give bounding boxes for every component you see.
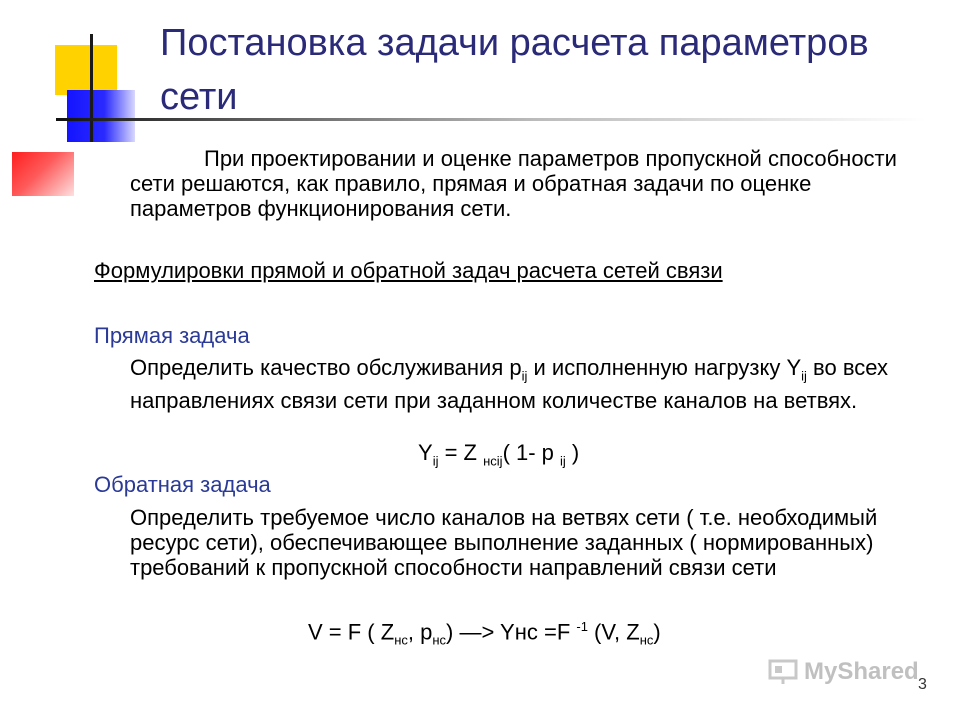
section-heading: Формулировки прямой и обратной задач расчета сетей связи bbox=[94, 258, 723, 283]
direct-task-label: Прямая задача bbox=[94, 323, 250, 348]
slide-title: Постановка задачи расчета параметров сети bbox=[160, 22, 869, 118]
intro-paragraph: При проектировании и оценке параметров пропускной способности сети решаются, как правило, прямая и обратная задачи по оценке параметров функционирования сети. bbox=[130, 146, 897, 221]
formula-direct: $Y_{ij} = Z$ $_{нсij}$( 1- p $_{ij}$ ) bbox=[418, 440, 580, 469]
decor-yellow-square bbox=[55, 45, 117, 95]
page-number: 3 bbox=[918, 676, 927, 693]
inverse-task-text: Определить требуемое число каналов на ветвях сети ( т.е. необходимый ресурс сети), обеспечивающее выполнение заданных ( нормированных) требований к пропускной способности направлений связи сети bbox=[130, 505, 878, 580]
formula-inverse: V = F ( $Z_{нс}$, $p_{нс}$) —> Yнс =F $^{-1}$ (V, $Z_{нс}$) bbox=[308, 619, 661, 648]
decor-vertical-line bbox=[90, 34, 93, 142]
decor-blue-square bbox=[67, 90, 135, 142]
presentation-icon bbox=[768, 659, 798, 685]
decor-red-square bbox=[12, 152, 74, 196]
watermark-logo bbox=[768, 652, 919, 692]
inverse-task-label: Обратная задача bbox=[94, 472, 271, 497]
watermark-text: MyShared bbox=[804, 658, 919, 685]
direct-task-text: Определить качество обслуживания $p_{ij}$ и исполненную нагрузку $Y_{ij}$ во всех направлениях связи сети при заданном количестве каналов на ветвях. bbox=[130, 355, 889, 414]
